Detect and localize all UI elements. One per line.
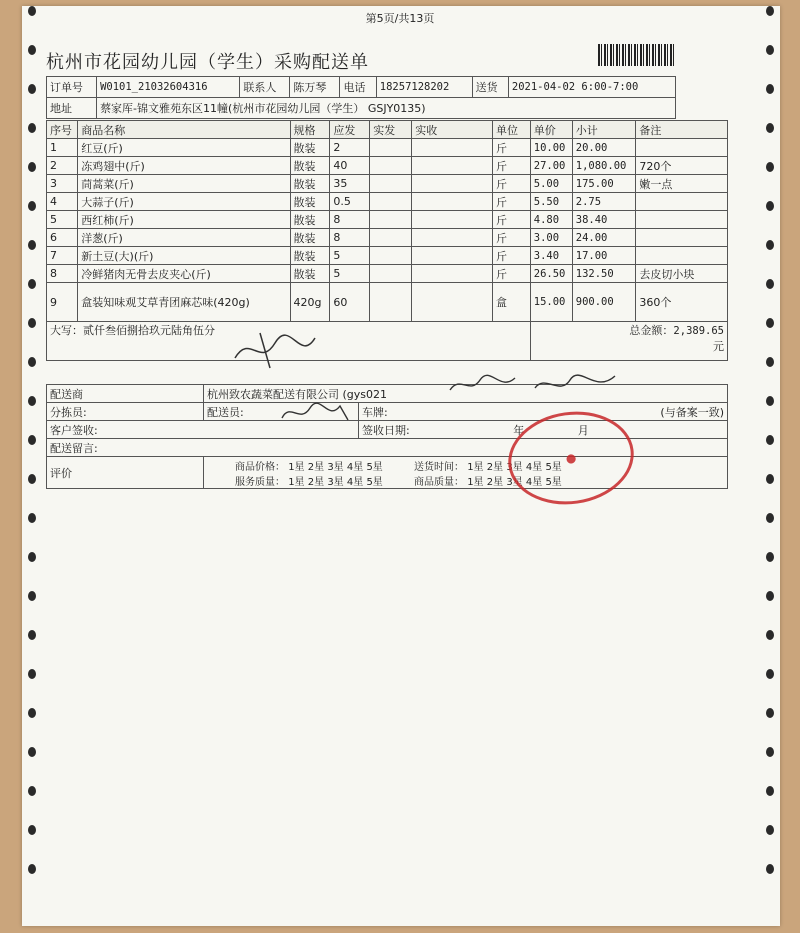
item-unit: 斤 (493, 193, 531, 211)
customer-sign-label: 客户签收: (47, 421, 359, 439)
item-spec: 散装 (290, 175, 330, 193)
item-spec: 散装 (290, 139, 330, 157)
barcode (598, 44, 676, 66)
item-unit: 斤 (493, 139, 531, 157)
item-actual-received (412, 229, 493, 247)
item-name: 大蒜子(斤) (78, 193, 290, 211)
item-spec: 散装 (290, 247, 330, 265)
item-actual-received (412, 265, 493, 283)
item-actual-sent (370, 229, 412, 247)
star-option[interactable]: 1星 (288, 461, 305, 473)
contact-label: 联系人 (240, 77, 290, 98)
item-price: 10.00 (530, 139, 572, 157)
item-price: 3.40 (530, 247, 572, 265)
star-option[interactable]: 2星 (307, 476, 325, 488)
item-unit: 斤 (493, 247, 531, 265)
rating-row (207, 473, 724, 488)
evaluation-label: 评价 (47, 457, 204, 489)
item-qty: 60 (330, 283, 370, 322)
col-header: 单价 (530, 121, 572, 139)
col-header: 单位 (493, 121, 531, 139)
star-option[interactable]: 3星 (506, 476, 523, 488)
item-price: 27.00 (530, 157, 572, 175)
item-actual-sent (370, 265, 412, 283)
item-no: 7 (47, 247, 78, 265)
table-row (47, 193, 728, 211)
address-value: 蔡家厍-锦文雅苑东区11幢(杭州市花园幼儿园（学生） GSJY0135) (97, 98, 676, 119)
rating-service-label: 服务质量： (235, 476, 285, 488)
table-row (47, 175, 728, 193)
item-no: 4 (47, 193, 78, 211)
item-actual-received (412, 139, 493, 157)
item-unit: 斤 (493, 211, 531, 229)
table-row (47, 211, 728, 229)
item-actual-sent (370, 157, 412, 175)
item-spec: 散装 (290, 211, 330, 229)
star-option[interactable]: 1星 (288, 476, 305, 488)
item-note: 720个 (636, 157, 728, 175)
item-actual-received (412, 247, 493, 265)
star-option[interactable]: 2星 (307, 461, 325, 473)
order-header-table (46, 76, 676, 119)
table-row (47, 157, 728, 175)
item-no: 2 (47, 157, 78, 175)
capital-amount: 贰仟叁佰捌拾玖元陆角伍分 (83, 324, 215, 337)
item-no: 5 (47, 211, 78, 229)
star-option[interactable]: 3星 (506, 461, 523, 473)
message-label: 配送留言: (47, 439, 728, 457)
item-note: 嫩一点 (636, 175, 728, 193)
star-option[interactable]: 4星 (346, 476, 364, 488)
item-subtotal: 20.00 (572, 139, 636, 157)
item-actual-received (412, 211, 493, 229)
order-number: W0101_21032604316 (97, 77, 240, 98)
item-subtotal: 900.00 (572, 283, 636, 322)
evaluation-cell (204, 457, 728, 489)
total-currency: 元 (713, 340, 724, 353)
tractor-holes-left (24, 6, 40, 926)
items-table (46, 120, 728, 361)
item-subtotal: 24.00 (572, 229, 636, 247)
sign-date-year: 年 (513, 423, 525, 437)
item-subtotal: 175.00 (572, 175, 636, 193)
item-qty: 8 (330, 229, 370, 247)
total-label: 总金额： (629, 324, 674, 337)
rating-delivery-label: 送货时间： (414, 461, 464, 473)
handwritten-signature (445, 370, 645, 400)
capital-label: 大写： (50, 324, 83, 337)
deliverer-label: 配送员: (204, 403, 359, 421)
contact-name: 陈万琴 (290, 77, 340, 98)
star-option[interactable]: 3星 (327, 461, 344, 473)
page-number: 第5页/共13页 (365, 12, 435, 25)
item-no: 1 (47, 139, 78, 157)
total-amount: 2,389.65 (673, 325, 724, 337)
col-header: 实发 (370, 121, 412, 139)
item-note (636, 193, 728, 211)
item-unit: 盒 (493, 283, 531, 322)
sign-date-label: 签收日期: (362, 423, 410, 437)
col-header: 商品名称 (78, 121, 290, 139)
item-spec: 散装 (290, 265, 330, 283)
star-option[interactable]: 2星 (486, 461, 504, 473)
table-row (47, 247, 728, 265)
col-header: 规格 (290, 121, 330, 139)
item-actual-received (412, 175, 493, 193)
item-note: 360个 (636, 283, 728, 322)
item-actual-received (412, 193, 493, 211)
plate-label: 车牌: (362, 405, 388, 419)
star-option[interactable]: 5星 (545, 461, 562, 473)
item-name: 西红柿(斤) (78, 211, 290, 229)
sign-date-month: 月 (577, 423, 589, 437)
phone-number: 18257128202 (376, 77, 472, 98)
star-option[interactable]: 5星 (545, 476, 562, 488)
star-option[interactable]: 4星 (525, 461, 543, 473)
star-option[interactable]: 1星 (467, 476, 484, 488)
star-option[interactable]: 5星 (366, 476, 383, 488)
item-name: 洋葱(斤) (78, 229, 290, 247)
item-note (636, 229, 728, 247)
item-subtotal: 17.00 (572, 247, 636, 265)
item-actual-sent (370, 247, 412, 265)
plate-note: (与备案一致) (660, 405, 724, 419)
phone-label: 电话 (340, 77, 376, 98)
item-name: 冻鸡翅中(斤) (78, 157, 290, 175)
item-no: 9 (47, 283, 78, 322)
item-spec: 420g (290, 283, 330, 322)
item-note: 去皮切小块 (636, 265, 728, 283)
star-option[interactable]: 1星 (467, 461, 484, 473)
item-price: 3.00 (530, 229, 572, 247)
distributor-value: 杭州致农蔬菜配送有限公司 (gys021 (204, 385, 728, 403)
item-qty: 0.5 (330, 193, 370, 211)
item-subtotal: 132.50 (572, 265, 636, 283)
item-unit: 斤 (493, 175, 531, 193)
rating-price-label: 商品价格： (235, 461, 285, 473)
order-label: 订单号 (47, 77, 97, 98)
star-option[interactable]: 3星 (327, 476, 344, 488)
item-actual-sent (370, 283, 412, 322)
item-note (636, 139, 728, 157)
total-row (47, 322, 728, 361)
col-header: 序号 (47, 121, 78, 139)
item-qty: 5 (330, 265, 370, 283)
item-spec: 散装 (290, 157, 330, 175)
item-no: 8 (47, 265, 78, 283)
item-subtotal: 1,080.00 (572, 157, 636, 175)
table-row (47, 139, 728, 157)
document-title: 杭州市花园幼儿园（学生）采购配送单 (46, 52, 369, 73)
table-row (47, 265, 728, 283)
star-option[interactable]: 4星 (346, 461, 364, 473)
handwritten-signature (230, 328, 320, 372)
item-no: 3 (47, 175, 78, 193)
item-price: 26.50 (530, 265, 572, 283)
item-price: 5.50 (530, 193, 572, 211)
item-actual-sent (370, 139, 412, 157)
picker-label: 分拣员: (47, 403, 204, 421)
item-qty: 2 (330, 139, 370, 157)
item-no: 6 (47, 229, 78, 247)
item-name: 红豆(斤) (78, 139, 290, 157)
item-unit: 斤 (493, 265, 531, 283)
item-qty: 40 (330, 157, 370, 175)
col-header: 实收 (412, 121, 493, 139)
col-header: 小计 (572, 121, 636, 139)
item-price: 5.00 (530, 175, 572, 193)
distributor-label: 配送商 (47, 385, 204, 403)
item-subtotal: 38.40 (572, 211, 636, 229)
rating-row (207, 458, 724, 473)
item-name: 茼蒿菜(斤) (78, 175, 290, 193)
item-name: 冷鲜猪肉无骨去皮夹心(斤) (78, 265, 290, 283)
item-actual-sent (370, 175, 412, 193)
item-note (636, 247, 728, 265)
handwritten-signature (278, 400, 358, 426)
item-spec: 散装 (290, 193, 330, 211)
item-actual-sent (370, 193, 412, 211)
item-price: 4.80 (530, 211, 572, 229)
item-name: 新土豆(大)(斤) (78, 247, 290, 265)
item-unit: 斤 (493, 157, 531, 175)
delivery-time: 2021-04-02 6:00-7:00 (508, 77, 675, 98)
item-price: 15.00 (530, 283, 572, 322)
delivery-label: 送货 (472, 77, 508, 98)
tractor-holes-right (762, 6, 778, 926)
item-note (636, 211, 728, 229)
col-header: 备注 (636, 121, 728, 139)
item-qty: 8 (330, 211, 370, 229)
item-spec: 散装 (290, 229, 330, 247)
item-unit: 斤 (493, 229, 531, 247)
table-row (47, 229, 728, 247)
col-header: 应发 (330, 121, 370, 139)
item-actual-received (412, 157, 493, 175)
item-qty: 35 (330, 175, 370, 193)
items-header-row (47, 121, 728, 139)
star-option[interactable]: 4星 (525, 476, 543, 488)
company-seal-stamp: ● (502, 404, 640, 513)
address-label: 地址 (47, 98, 97, 119)
star-option[interactable]: 5星 (366, 461, 383, 473)
total-amount-cell (530, 322, 727, 361)
table-row (47, 283, 728, 322)
item-subtotal: 2.75 (572, 193, 636, 211)
item-qty: 5 (330, 247, 370, 265)
item-actual-received (412, 283, 493, 322)
rating-quality-label: 商品质量： (414, 476, 464, 488)
star-option[interactable]: 2星 (486, 476, 504, 488)
item-actual-sent (370, 211, 412, 229)
item-name: 盒装知味观艾草青团麻芯味(420g) (78, 283, 290, 322)
